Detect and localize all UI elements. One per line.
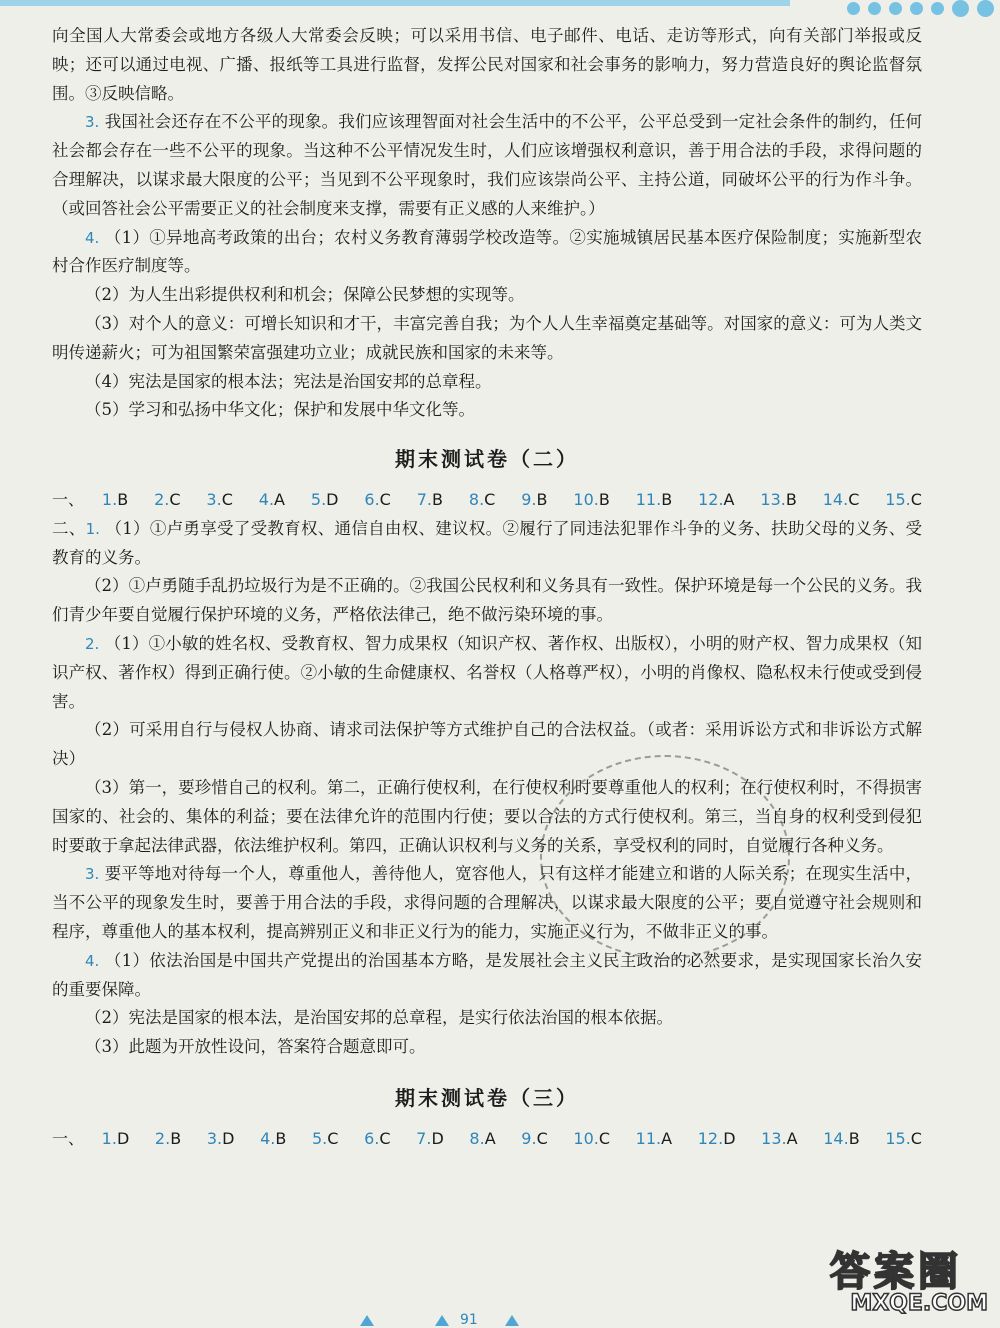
site-watermark (830, 1240, 994, 1326)
s2-question-4-part-2: （2）宪法是国家的根本法，是治国安邦的总章程，是实行依法治国的根本依据。 (85, 1008, 673, 1028)
answer-item: 13.B (760, 489, 797, 509)
answer-text: （1）①异地高考政策的出台；农村义务教育薄弱学校改造等。②实施城镇居民基本医疗保险制度；实施新型农村合作医疗制度等。 (52, 227, 923, 276)
question-4-part-3: （3）对个人的意义：可增长知识和才干，丰富完善自我；为个人人生幸福奠定基础等。对国家的意义：可为人类文明传递薪火；可为祖国繁荣富强建功立业；成就民族和国家的未来等。 (52, 313, 922, 362)
section-prefix: 二、 (52, 518, 86, 538)
question-3 (52, 108, 922, 223)
header-decoration (0, 0, 1000, 20)
multiple-choice-answers (52, 486, 922, 515)
answer-item: 11.A (635, 1128, 673, 1148)
multiple-choice-answers (52, 1125, 922, 1154)
answer-item: 10.B (573, 489, 610, 509)
answer-item: 1.B (101, 489, 129, 509)
section-title: 期末测试卷（二） (395, 447, 579, 472)
answer-item: 8.A (469, 1128, 496, 1148)
answer-content (52, 22, 922, 1153)
dot (847, 2, 860, 15)
s2-question-3 (52, 860, 922, 946)
triangle-decoration (435, 1315, 449, 1326)
section-prefix: 一、 (52, 1128, 85, 1148)
answer-item: 5.D (310, 489, 339, 509)
answer-item: 6.C (364, 489, 391, 509)
triangle-decoration (360, 1315, 374, 1326)
question-number: 4. (85, 951, 100, 970)
answer-item: 10.C (573, 1128, 611, 1148)
answer-item: 12.D (697, 1128, 736, 1148)
dot (952, 0, 969, 17)
answer-item: 14.C (822, 489, 860, 509)
answer-item: 7.D (416, 1128, 444, 1148)
question-number: 2. (85, 634, 100, 653)
answer-text: 我国社会还存在不公平的现象。我们应该理智面对社会生活中的不公平，公平总受到一定社会条件的制约，任何社会都会存在一些不公平的现象。当这种不公平情况发生时，人们应该增强权利意识，善于用合法的手段，求得问题的合理解决，以谋求最大限度的公平；当见到不公平现象时，我们应该崇尚公平、主持公道，同破坏公平的行为作斗争。（或回答社会公平需要正义的社会制度来支撑，需要有正义感的人来维护。） (52, 112, 923, 218)
page-number: 91 (460, 1312, 478, 1328)
answer-item: 4.A (258, 489, 285, 509)
dot (868, 2, 881, 15)
s2-question-2-part-1 (52, 630, 922, 716)
answer-item: 2.B (154, 1128, 182, 1148)
dot (977, 0, 994, 17)
question-number: 1. (85, 519, 100, 538)
question-4-part-5: （5）学习和弘扬中华文化；保护和发展中华文化等。 (85, 400, 475, 420)
continued-paragraph: 向全国人大常委会或地方各级人大常委会反映；可以采用书信、电子邮件、电话、走访等形式，向有关部门举报或反映；还可以通过电视、广播、报纸等工具进行监督，发挥公民对国家和社会事务的影响力，努力营造良好的舆论监督氛围。③反映信略。 (52, 26, 922, 103)
answer-item: 9.B (521, 489, 548, 509)
s2-question-4-part-3: （3）此题为开放性设问，答案符合题意即可。 (85, 1037, 426, 1057)
answer-text: （1）依法治国是中国共产党提出的治国基本方略，是发展社会主义民主政治的必然要求，是实现国家长治久安的重要保障。 (52, 950, 923, 999)
dot (931, 2, 944, 15)
watermark-main: 答案圈 (830, 1249, 962, 1295)
answer-item: 11.B (635, 489, 673, 509)
question-4-part-1 (52, 224, 922, 282)
answer-item: 3.C (206, 489, 233, 509)
answer-item: 7.B (416, 489, 443, 509)
dot (889, 2, 902, 15)
watermark-sub: MXQE.COM (850, 1291, 988, 1316)
answer-item: 13.A (761, 1128, 798, 1148)
section-prefix: 一、 (52, 489, 85, 509)
answer-item: 14.B (823, 1128, 860, 1148)
answer-item: 2.C (154, 489, 181, 509)
question-number: 4. (85, 228, 100, 247)
question-4-part-4: （4）宪法是国家的根本法；宪法是治国安邦的总章程。 (85, 371, 492, 391)
answer-item: 3.D (206, 1128, 235, 1148)
header-dots (847, 0, 994, 17)
s2-question-4-part-1 (52, 947, 922, 1005)
s2-question-2-part-2: （2）可采用自行与侵权人协商、请求司法保护等方式维护自己的合法权益。（或者：采用诉讼方式和非诉讼方式解决） (52, 720, 922, 769)
s2-question-2-part-3: （3）第一，要珍惜自己的权利。第二，正确行使权利，在行使权利时要尊重他人的权利；在行使权利时，不得损害国家的、社会的、集体的利益；要在法律允许的范围内行使；要以合法的方式行使权利。第三，当自身的权利受到侵犯时要敢于拿起法律武器，依法维护权利。第四，正确认识权利与义务的关系，享受权利的同时，自觉履行各种义务。 (52, 777, 922, 855)
answer-text: （1）①小敏的姓名权、受教育权、智力成果权（知识产权、著作权、出版权），小明的财产权、智力成果权（知识产权、著作权）得到正确行使。②小敏的生命健康权、名誉权（人格尊严权），小明的肖像权、隐私权未行使或受到侵害。 (52, 633, 923, 711)
section-title: 期末测试卷（三） (395, 1085, 579, 1110)
answer-item: 6.C (364, 1128, 391, 1148)
answer-text: 要平等地对待每一个人，尊重他人，善待他人，宽容他人，只有这样才能建立和谐的人际关系；在现实生活中，当不公平的现象发生时，要善于用合法的手段，求得问题的合理解决，以谋求最大限度的公平；要自觉遵守社会规则和程序，尊重他人的基本权利，提高辨别正义和非正义行为的能力，实施正义行为，不做非正义的事。 (52, 864, 923, 941)
triangle-decoration (505, 1315, 519, 1326)
answer-item: 15.C (885, 489, 922, 509)
s2-question-1-part-1 (52, 515, 922, 573)
header-line (0, 0, 790, 6)
answer-item: 8.C (468, 489, 496, 509)
s2-question-1-part-2: （2）①卢勇随手乱扔垃圾行为是不正确的。②我国公民权利和义务具有一致性。保护环境是每一个公民的义务。我们青少年要自觉履行保护环境的义务，严格依法律己，绝不做污染环境的事。 (52, 576, 922, 625)
question-number: 3. (85, 113, 100, 132)
dot (910, 2, 923, 15)
question-number: 3. (85, 865, 100, 884)
answer-item: 12.A (698, 489, 735, 509)
answer-item: 4.B (260, 1128, 287, 1148)
answer-item: 15.C (885, 1128, 922, 1148)
question-4-part-2: （2）为人生出彩提供权利和机会；保障公民梦想的实现等。 (85, 285, 525, 305)
answer-item: 9.C (521, 1128, 548, 1148)
answer-item: 5.C (311, 1128, 339, 1148)
answer-item: 1.D (101, 1128, 130, 1148)
answer-text: （1）①卢勇享受了受教育权、通信自由权、建议权。②履行了同违法犯罪作斗争的义务、扶助父母的义务、受教育的义务。 (52, 518, 923, 567)
